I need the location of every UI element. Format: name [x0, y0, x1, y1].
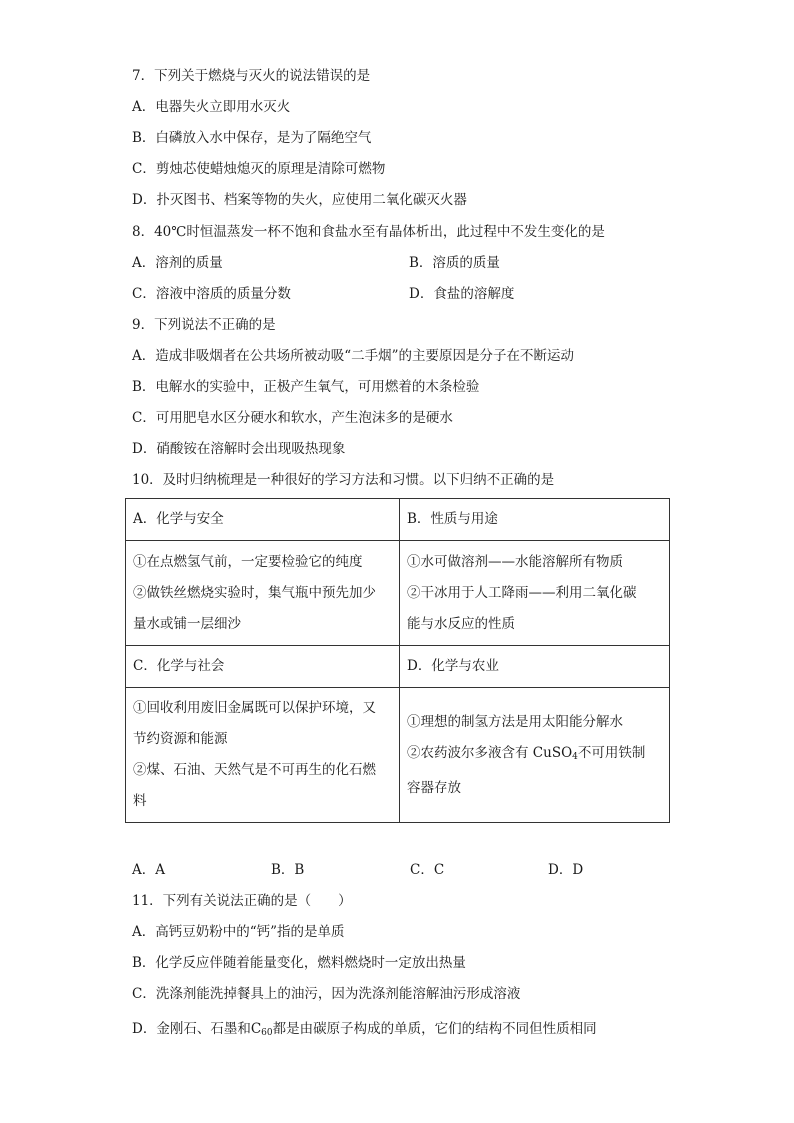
q9-option-a: A．造成非吸烟者在公共场所被动吸“二手烟”的主要原因是分子在不断运动 — [132, 348, 575, 364]
q7-stem: 7．下列关于燃烧与灭火的说法错误的是 — [132, 68, 371, 84]
q10-stem: 10．及时归纳梳理是一种很好的学习方法和习惯。以下归纳不正确的是 — [132, 472, 555, 488]
q8-stem: 8．40℃时恒温蒸发一杯不饱和食盐水至有晶体析出，此过程中不发生变化的是 — [132, 224, 605, 240]
q11-option-c: C．洗涤剂能洗掉餐具上的油污，因为洗涤剂能溶解油污形成溶液 — [132, 986, 521, 1002]
cell-a-line: 量水或铺一层细沙 — [133, 615, 241, 632]
q10-answer-c: C．C — [410, 862, 445, 878]
cell-c-line: ①回收利用废旧金属既可以保护环境，又 — [133, 700, 376, 716]
q11-option-d — [132, 1019, 597, 1039]
q11-option-b: B．化学反应伴随着能量变化，燃料燃烧时一定放出热量 — [132, 955, 466, 971]
cell-b-line: ②干冰用于人工降雨——利用二氧化碳 — [407, 584, 637, 601]
table-cell-c — [126, 688, 400, 823]
q11-d-pre: D．金刚石、石墨和C — [132, 1021, 262, 1037]
cell-b-line: ①水可做溶剂——水能溶解所有物质 — [407, 553, 623, 570]
cell-d-line2-post: 不可用铁制 — [577, 744, 646, 761]
cell-d-line: ①理想的制氢方法是用太阳能分解水 — [407, 713, 623, 730]
cell-c-line: 料 — [133, 793, 147, 809]
q10-answer-d: D．D — [548, 862, 584, 878]
q8-option-a: A．溶剂的质量 — [132, 255, 223, 271]
cell-c-line: ②煤、石油、天然气是不可再生的化石燃 — [133, 762, 376, 778]
table-cell-b — [400, 541, 670, 646]
q7-option-b: B．白磷放入水中保存，是为了隔绝空气 — [132, 130, 372, 146]
q11-option-a: A．高钙豆奶粉中的“钙”指的是单质 — [132, 924, 345, 940]
table-cell-a — [126, 541, 400, 646]
cell-a-line: ②做铁丝燃烧实验时，集气瓶中预先加少 — [133, 584, 376, 601]
q7-option-c: C．剪烛芯使蜡烛熄灭的原理是清除可燃物 — [132, 161, 386, 177]
q10-answer-b: B．B — [271, 862, 305, 878]
cell-a-line: ①在点燃氢气前，一定要检验它的纯度 — [133, 553, 363, 570]
q11-d-post: 都是由碳原子构成的单质，它们的结构不同但性质相同 — [272, 1021, 597, 1037]
q9-option-d: D．硝酸铵在溶解时会出现吸热现象 — [132, 441, 346, 457]
cell-d-line: 容器存放 — [407, 779, 461, 796]
cuso4-subscript: 4 — [572, 751, 578, 762]
q8-option-c: C．溶液中溶质的质量分数 — [132, 286, 291, 302]
q9-option-b: B．电解水的实验中，正极产生氧气，可用燃着的木条检验 — [132, 379, 480, 395]
c60-subscript: 60 — [261, 1028, 273, 1038]
q7-option-a: A．电器失火立即用水灭火 — [132, 99, 291, 115]
table-cell-d — [400, 688, 670, 823]
q11-stem: 11．下列有关说法正确的是（ ） — [132, 893, 352, 909]
cell-c-line: 节约资源和能源 — [133, 731, 228, 747]
cell-d-line — [407, 738, 662, 773]
q8-option-d: D．食盐的溶解度 — [409, 286, 515, 302]
table-head-d: D．化学与农业 — [400, 646, 670, 688]
table-head-b: B．性质与用途 — [400, 499, 670, 541]
q9-stem: 9．下列说法不正确的是 — [132, 317, 276, 333]
q10-table — [125, 498, 670, 823]
table-head-a: A．化学与安全 — [126, 499, 400, 541]
q7-option-d: D．扑灭图书、档案等物的失火，应使用二氧化碳灭火器 — [132, 192, 467, 208]
cell-d-line2-pre: ②农药波尔多液含有 CuSO — [407, 744, 573, 761]
cell-b-line: 能与水反应的性质 — [407, 615, 515, 632]
table-head-c: C．化学与社会 — [126, 646, 400, 688]
q8-option-b: B．溶质的质量 — [409, 255, 500, 271]
q10-answer-a: A．A — [132, 862, 165, 878]
q9-option-c: C．可用肥皂水区分硬水和软水，产生泡沫多的是硬水 — [132, 410, 453, 426]
